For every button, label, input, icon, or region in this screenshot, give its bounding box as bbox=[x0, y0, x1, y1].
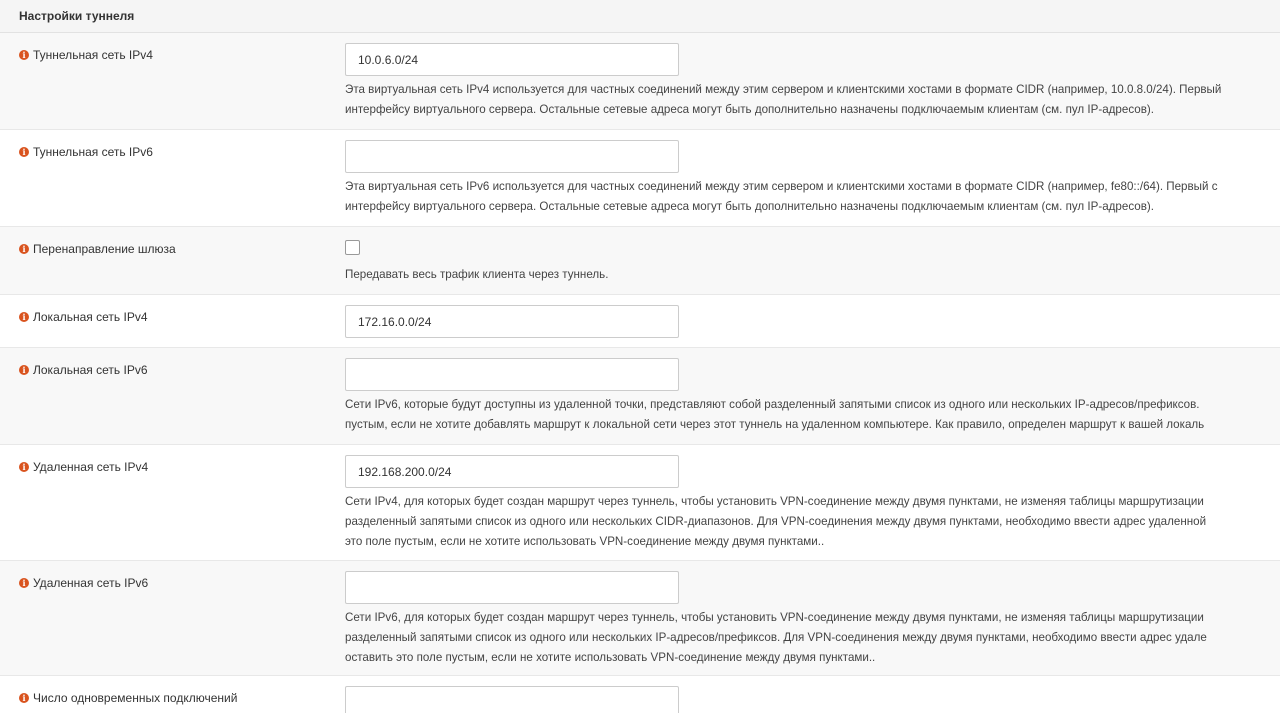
row-label bbox=[19, 145, 153, 159]
row-remote-ipv4 bbox=[0, 445, 1280, 561]
help-line: Эта виртуальная сеть IPv6 используется для частных соединений между этим сервером и клиентскими хостами в формате CIDR (например, fe80::/64). Первый с bbox=[345, 180, 1218, 193]
help-line: интерфейсу виртуального сервера. Остальные сетевые адреса могут быть дополнительно назначены подключаемым клиентам (см. пул IP-адресов). bbox=[345, 103, 1154, 116]
info-icon[interactable]: i bbox=[19, 244, 29, 254]
info-icon[interactable]: i bbox=[19, 147, 29, 157]
row-label bbox=[19, 691, 237, 705]
help-text bbox=[345, 80, 1280, 120]
tunnel-ipv4-input[interactable] bbox=[345, 43, 679, 76]
row-label bbox=[19, 576, 148, 590]
redirect-gateway-checkbox[interactable] bbox=[345, 240, 360, 255]
section-header bbox=[0, 0, 1280, 33]
label-text: Туннельная сеть IPv4 bbox=[33, 48, 153, 62]
help-line: это поле пустым, если не хотите использовать VPN-соединение между двумя пунктами.. bbox=[345, 535, 825, 548]
row-label bbox=[19, 310, 148, 324]
label-text: Туннельная сеть IPv6 bbox=[33, 145, 153, 159]
info-icon[interactable]: i bbox=[19, 365, 29, 375]
help-line: оставить это поле пустым, если не хотите использовать VPN-соединение между двумя пунктами.. bbox=[345, 651, 876, 664]
help-text bbox=[345, 177, 1280, 217]
help-line: разделенный запятыми список из одного или нескольких CIDR-диапазонов. Для VPN-соединения между двумя пунктами, необходимо ввести адрес удаленной bbox=[345, 515, 1207, 528]
row-local-ipv4 bbox=[0, 295, 1280, 348]
row-label bbox=[19, 242, 176, 256]
help-line: разделенный запятыми список из одного или нескольких IP-адресов/префиксов. Для VPN-соединения между двумя пунктами, необходимо ввести адрес удале bbox=[345, 631, 1207, 644]
row-concurrent-connections bbox=[0, 676, 1280, 713]
label-text: Число одновременных подключений bbox=[33, 691, 238, 705]
help-line: Сети IPv4, для которых будет создан маршрут через туннель, чтобы установить VPN-соединение между двумя пунктами, не изменяя таблицы маршрутизации bbox=[345, 495, 1204, 508]
label-text: Перенаправление шлюза bbox=[33, 242, 176, 256]
help-text bbox=[345, 608, 1280, 668]
help-text bbox=[345, 395, 1280, 435]
help-line: интерфейсу виртуального сервера. Остальные сетевые адреса могут быть дополнительно назначены подключаемым клиентам (см. пул IP-адресов). bbox=[345, 200, 1154, 213]
concurrent-connections-input[interactable] bbox=[345, 686, 679, 713]
help-line: Сети IPv6, для которых будет создан маршрут через туннель, чтобы установить VPN-соединение между двумя пунктами, не изменяя таблицы маршрутизации bbox=[345, 611, 1204, 624]
label-text: Удаленная сеть IPv6 bbox=[33, 576, 149, 590]
row-label bbox=[19, 363, 148, 377]
label-text: Удаленная сеть IPv4 bbox=[33, 460, 149, 474]
help-text bbox=[345, 492, 1280, 552]
help-line: Сети IPv6, которые будут доступны из удаленной точки, представляют собой разделенный запятыми список из одного или нескольких IP-адресов/префиксов. bbox=[345, 398, 1200, 411]
info-icon[interactable]: i bbox=[19, 578, 29, 588]
help-text bbox=[345, 265, 1280, 285]
local-ipv6-input[interactable] bbox=[345, 358, 679, 391]
tunnel-ipv6-input[interactable] bbox=[345, 140, 679, 173]
help-line: пустым, если не хотите добавлять маршрут к локальной сети через этот туннель на удаленном компьютере. Как правило, определен маршрут к вашей локаль bbox=[345, 418, 1205, 431]
label-text: Локальная сеть IPv4 bbox=[33, 310, 148, 324]
info-icon[interactable]: i bbox=[19, 50, 29, 60]
local-ipv4-input[interactable] bbox=[345, 305, 679, 338]
row-local-ipv6 bbox=[0, 348, 1280, 445]
row-remote-ipv6 bbox=[0, 561, 1280, 676]
row-tunnel-ipv6 bbox=[0, 130, 1280, 227]
label-text: Локальная сеть IPv6 bbox=[33, 363, 148, 377]
info-icon[interactable]: i bbox=[19, 462, 29, 472]
row-redirect-gateway bbox=[0, 227, 1280, 295]
row-tunnel-ipv4 bbox=[0, 33, 1280, 130]
section-title: Настройки туннеля bbox=[19, 9, 135, 23]
info-icon[interactable]: i bbox=[19, 312, 29, 322]
info-icon[interactable]: i bbox=[19, 693, 29, 703]
remote-ipv4-input[interactable] bbox=[345, 455, 679, 488]
row-label bbox=[19, 48, 153, 62]
help-line: Эта виртуальная сеть IPv4 используется для частных соединений между этим сервером и клиентскими хостами в формате CIDR (например, 10.0.8.0/24). Первый bbox=[345, 83, 1222, 96]
remote-ipv6-input[interactable] bbox=[345, 571, 679, 604]
row-label bbox=[19, 460, 148, 474]
help-line: Передавать весь трафик клиента через туннель. bbox=[345, 268, 609, 281]
